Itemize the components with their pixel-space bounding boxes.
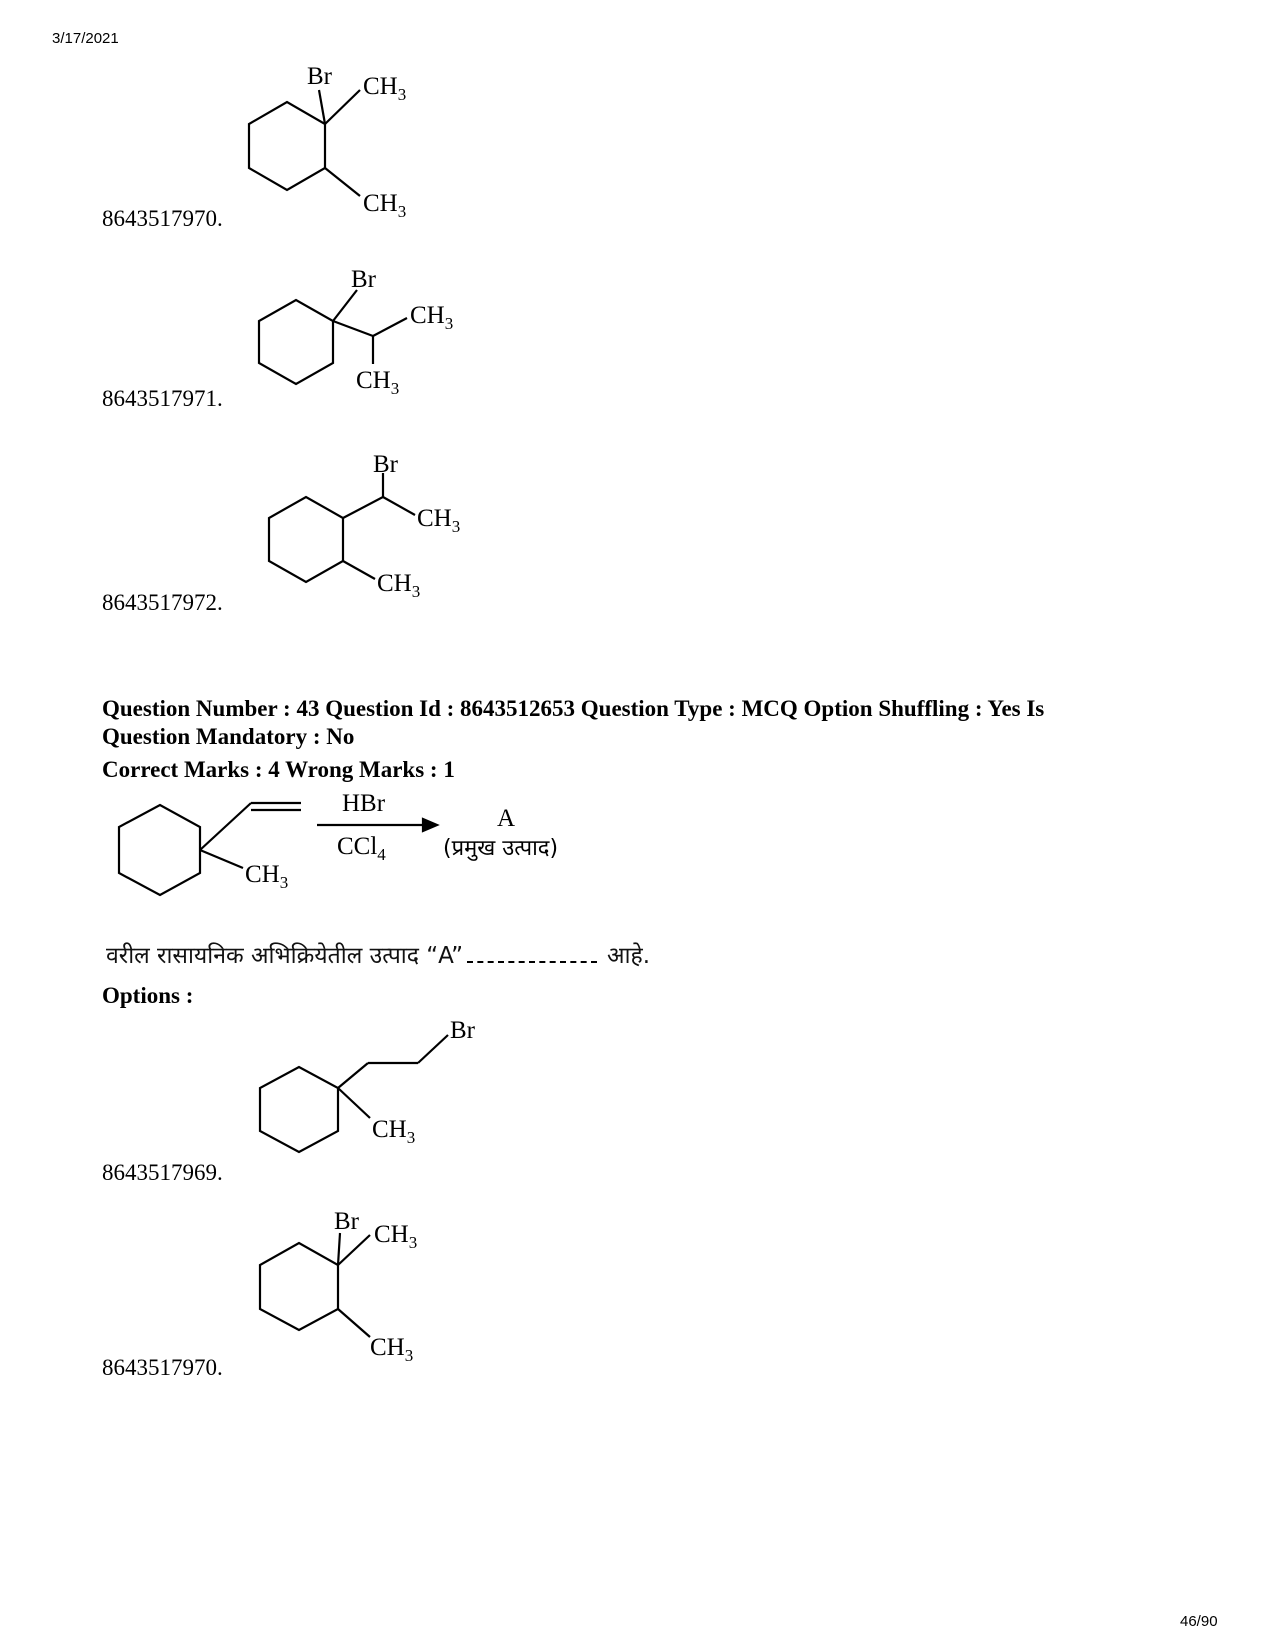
answer-blank (467, 943, 597, 963)
structure-option-8643517969 (240, 1015, 500, 1185)
structure-option-8643517970-top (235, 60, 435, 230)
structure-option-8643517971 (235, 268, 485, 418)
svg-text:CH3: $CH_3$ (245, 861, 289, 892)
svg-text:Br: Br (450, 1017, 475, 1044)
svg-text:Br: Br (307, 63, 332, 90)
options-label: Options : (102, 983, 194, 1008)
svg-text:CH3: $CH_3$ (410, 302, 454, 333)
svg-text:Br: Br (351, 266, 376, 293)
svg-text:CH3: $CH_3$ (417, 505, 461, 536)
option-id: 8643517972. (102, 590, 223, 615)
product-note: (प्रमुख उत्पाद) (443, 836, 559, 861)
reagent-bottom: CCl (337, 833, 378, 860)
svg-text:CH3: $CH_3$ (372, 1116, 416, 1147)
option-id: 8643517970. (102, 206, 223, 231)
svg-text:CH3: $CH_3$ (363, 190, 407, 221)
print-date: 3/17/2021 (52, 30, 119, 47)
svg-text:CH3: $CH_3$ (356, 367, 400, 398)
option-id: 8643517970. (102, 1355, 223, 1380)
product-label: A (497, 805, 516, 832)
svg-text:CH3: $CH_3$ (370, 1334, 414, 1365)
svg-text:Br: Br (334, 1208, 359, 1235)
svg-text:CCl4: CCl$_4$ (337, 833, 386, 864)
option-id: 8643517971. (102, 386, 223, 411)
reagent-top: HBr (342, 790, 386, 817)
option-id: 8643517969. (102, 1160, 223, 1185)
page-number: 46/90 (1180, 1613, 1218, 1630)
svg-text:CH3: $CH_3$ (377, 570, 421, 601)
svg-text:CH3: $CH_3$ (374, 1221, 418, 1252)
structure-option-8643517972 (235, 451, 485, 625)
structure-option-8643517970 (240, 1205, 440, 1375)
question-header-line2: Question Mandatory : No (102, 724, 355, 749)
svg-text:CH3: $CH_3$ (363, 73, 407, 104)
reaction-scheme (105, 790, 625, 910)
svg-text:Br: Br (373, 451, 398, 478)
question-header-line1: Question Number : 43 Question Id : 8643512653 Question Type : MCQ Option Shuffling : Yes Is (102, 696, 1045, 721)
question-statement: वरील रासायनिक अभिक्रियेतील उत्पाद “A” आहे. (106, 943, 651, 969)
question-marks: Correct Marks : 4 Wrong Marks : 1 (102, 757, 455, 782)
